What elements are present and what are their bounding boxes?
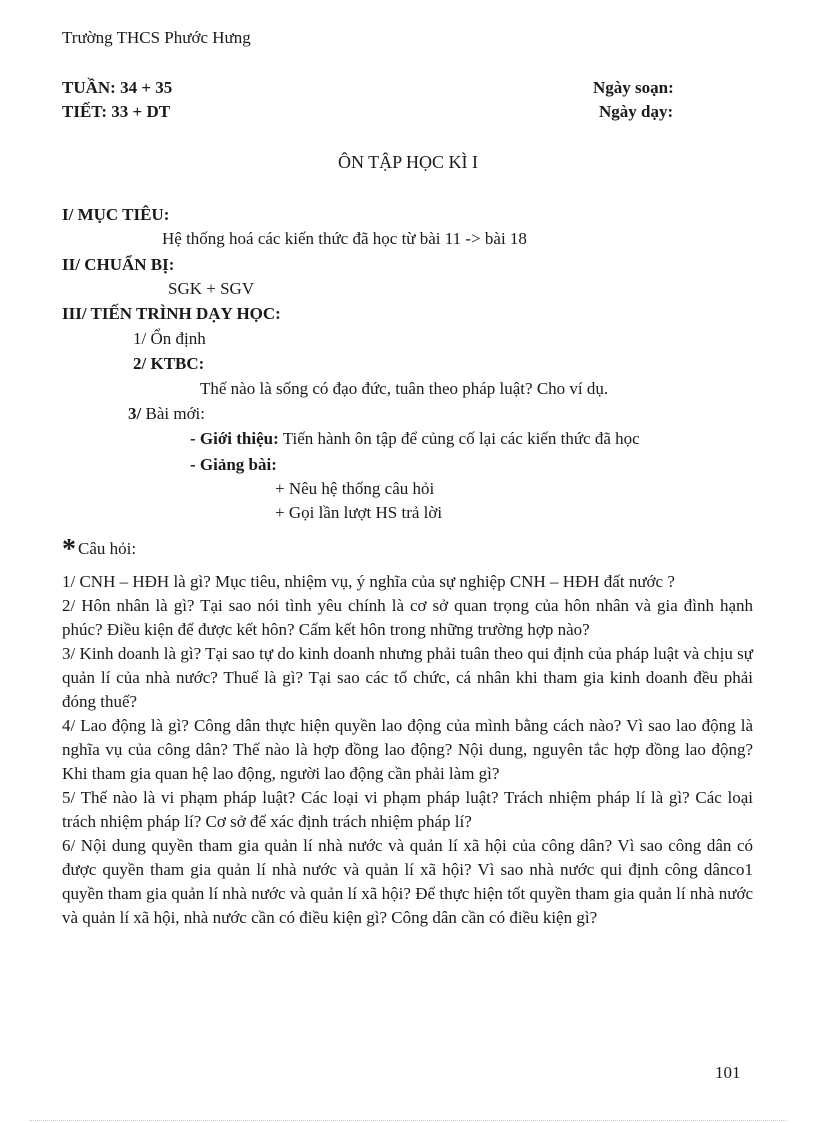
step-new-lesson xyxy=(128,402,205,426)
period-label: TIẾT: 33 + DT xyxy=(62,102,171,121)
section-preparation-heading: II/ CHUẨN BỊ: xyxy=(62,255,175,274)
lecture-label: - Giảng bài: xyxy=(190,455,277,474)
question-item: 6/ Nội dung quyền tham gia quản lí nhà nước và quản lí xã hội của công dân? Vì sao công dân có được quyền tham gia quản lí nhà nước và quản lí xã hội? Vì sao nhà nước qui định công dânco1 quyền tham gia quản lí nhà nước và quản lí xã hội? Để thực hiện tốt quyền tham gia quản lí nhà nước và quản lí xã hội, nhà nước cần có điều kiện gì? Công dân cần có điều kiện gì? xyxy=(62,836,753,927)
question-item: 5/ Thế nào là vi phạm pháp luật? Các loại vi phạm pháp luật? Trách nhiệm pháp lí là gì? Các loại trách nhiệm pháp lí? Cơ sở để xác định trách nhiệm pháp lí? xyxy=(62,788,753,831)
section-objectives-heading: I/ MỤC TIÊU: xyxy=(62,205,170,224)
step-new-lesson-label: Bài mới: xyxy=(141,404,206,423)
step-check-old-lesson-content: Thế nào là sống có đạo đức, tuân theo pháp luật? Cho ví dụ. xyxy=(200,379,609,398)
questions-heading xyxy=(62,534,137,565)
introduction-label: - Giới thiệu: xyxy=(190,429,279,448)
questions-heading-label: Câu hỏi: xyxy=(78,539,137,558)
lecture-item: + Nêu hệ thống câu hỏi xyxy=(275,479,435,498)
step-stabilize: 1/ Ổn định xyxy=(133,329,206,348)
school-name: Trường THCS Phước Hưng xyxy=(62,28,251,47)
page-bottom-divider xyxy=(30,1120,786,1121)
introduction-line xyxy=(190,427,640,451)
prep-date-label: Ngày soạn: xyxy=(593,78,674,97)
question-item: 4/ Lao động là gì? Công dân thực hiện quyền lao động của mình bằng cách nào? Vì sao lao động là nghĩa vụ của công dân? Thế nào là hợp đồng lao động? Nội dung, nguyên tắc hợp đồng lao động? Khi tham gia quan hệ lao động, người lao động cần phải làm gì? xyxy=(62,716,753,783)
section-objectives-content: Hệ thống hoá các kiến thức đã học từ bài 11 -> bài 18 xyxy=(162,229,527,248)
step-new-lesson-number: 3/ xyxy=(128,404,142,423)
teach-date-label: Ngày dạy: xyxy=(599,102,674,121)
page-title: ÔN TẬP HỌC KÌ I xyxy=(337,152,478,172)
section-preparation-content: SGK + SGV xyxy=(168,279,255,298)
week-label: TUẦN: 34 + 35 xyxy=(62,78,173,97)
question-item: 1/ CNH – HĐH là gì? Mục tiêu, nhiệm vụ, ý nghĩa của sự nghiệp CNH – HĐH đất nước ? xyxy=(62,572,675,591)
question-item: 3/ Kinh doanh là gì? Tại sao tự do kinh doanh nhưng phải tuân theo qui định của pháp luật và chịu sự quản lí của nhà nước? Thuế là gì? Tại sao các tổ chức, cá nhân khi tham gia kinh doanh đều phải đóng thuế? xyxy=(62,644,753,711)
lecture-item: + Gọi lần lượt HS trả lời xyxy=(275,503,443,522)
asterisk-icon: * xyxy=(62,534,76,565)
step-check-old-lesson: 2/ KTBC: xyxy=(133,354,205,373)
questions-list xyxy=(62,570,753,930)
page-number: 101 xyxy=(715,1063,741,1082)
section-procedure-heading: III/ TIẾN TRÌNH DẠY HỌC: xyxy=(62,304,281,323)
question-item: 2/ Hôn nhân là gì? Tại sao nói tình yêu chính là cơ sở quan trọng của hôn nhân và gia đình hạnh phúc? Điều kiện để được kết hôn? Cấm kết hôn trong những trường hợp nào? xyxy=(62,596,753,639)
introduction-content: Tiến hành ôn tập để củng cố lại các kiến thức đã học xyxy=(278,429,640,448)
